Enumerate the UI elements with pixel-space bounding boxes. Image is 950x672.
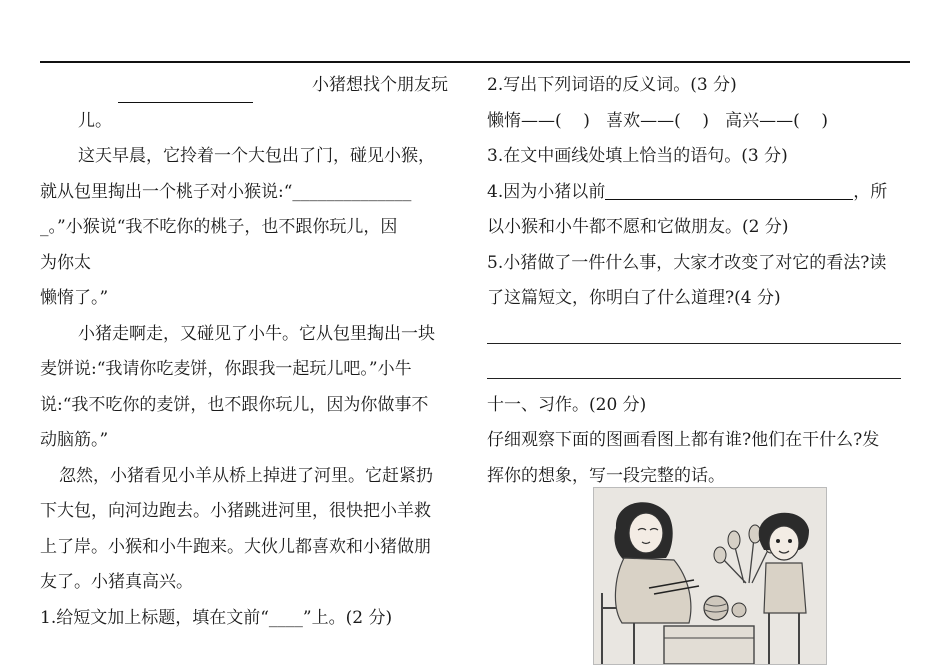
story-line: 懒惰了。” [40, 288, 109, 308]
story-line: 儿。 [78, 110, 112, 131]
story-line: _。”小猴说“我不吃你的桃子，也不跟你玩儿，因 [40, 217, 398, 237]
title-blank[interactable] [118, 88, 253, 103]
story-line: 麦饼说:“我请你吃麦饼，你跟我一起玩儿吧。”小牛 [40, 359, 412, 379]
story-line: 友了。小猪真高兴。 [40, 572, 193, 592]
story-line: 这天早晨，它拎着一个大包出了门，碰见小猴， [78, 146, 435, 166]
answer-line-1[interactable] [487, 317, 907, 353]
story-line: 就从包里掏出一个桃子对小猴说:“______________ [40, 181, 412, 202]
writing-heading: 十一、习作。(20 分) [487, 394, 647, 415]
story-line: 下大包，向河边跑去。小猪跳进河里，很快把小羊救 [40, 501, 431, 521]
question-4-text-end: ，所 [853, 181, 888, 202]
question-4-text: 4.因为小猪以前 [487, 181, 606, 202]
writing-prompt-line2: 挥你的想象，写一段完整的话。 [487, 465, 725, 486]
story-line: 为你太 [40, 252, 91, 273]
story-line: 小猪走啊走，又碰见了小牛。它从包里掏出一块 [78, 323, 435, 344]
story-line: 忽然，小猪看见小羊从桥上掉进了河里。它赶紧扔 [59, 465, 433, 486]
question-4-line2: 以小猴和小牛都不愿和它做朋友。(2 分) [487, 217, 789, 237]
question-1: 1.给短文加上标题，填在文前“____”上。(2 分) [40, 607, 393, 628]
illustration-drawing [594, 488, 826, 664]
question-4-blank[interactable] [605, 185, 853, 200]
story-line: 说:“我不吃你的麦饼，也不跟你玩儿，因为你做事不 [40, 394, 429, 415]
mother-child-illustration [593, 487, 827, 665]
question-4-line1 [487, 175, 907, 211]
title-line [40, 68, 460, 104]
top-rule [40, 61, 910, 63]
question-5-line1: 5.小猪做了一件什么事，大家才改变了对它的看法?读 [487, 252, 887, 273]
questions-column [487, 68, 907, 494]
question-2: 2.写出下列词语的反义词。(3 分) [487, 75, 737, 95]
story-line: 动脑筋。” [40, 430, 109, 450]
question-3: 3.在文中画线处填上恰当的语句。(3 分) [487, 146, 788, 166]
answer-line-2[interactable] [487, 352, 907, 388]
question-2-items: 懒惰——( ) 喜欢——( ) 高兴——( ) [487, 110, 829, 131]
story-column [40, 68, 460, 636]
story-first-line: 小猪想找个朋友玩 [312, 75, 448, 95]
story-line: 上了岸。小猴和小牛跑来。大伙儿都喜欢和小猪做朋 [40, 536, 431, 557]
writing-prompt-line1: 仔细观察下面的图画看图上都有谁?他们在干什么?发 [487, 430, 880, 450]
question-5-line2: 了这篇短文，你明白了什么道理?(4 分) [487, 288, 781, 308]
